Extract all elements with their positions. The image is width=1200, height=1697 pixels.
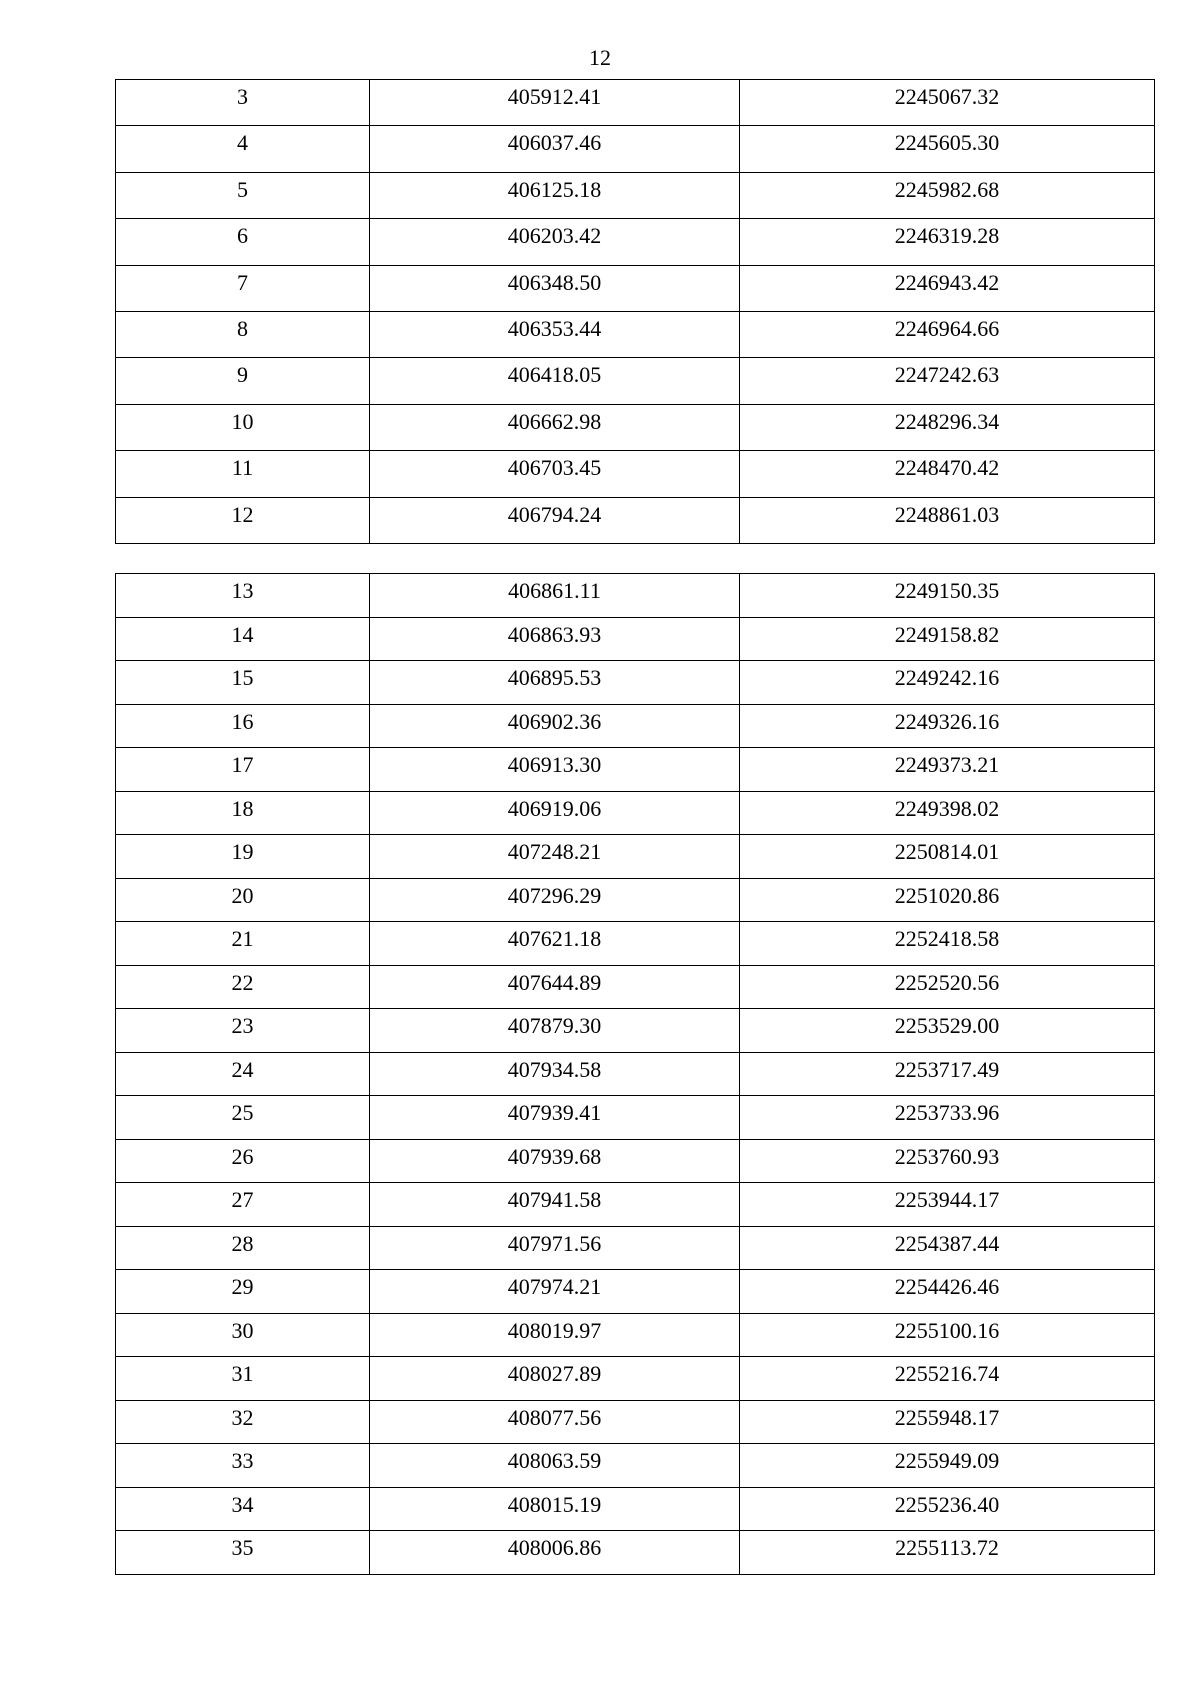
point-number-cell: 34 xyxy=(116,1487,370,1531)
table-row xyxy=(116,404,1155,450)
table-row xyxy=(116,1531,1155,1575)
table-body xyxy=(116,80,1155,544)
y-coordinate-cell: 2255216.74 xyxy=(740,1357,1155,1401)
y-coordinate-cell: 2246319.28 xyxy=(740,219,1155,265)
table-row xyxy=(116,1009,1155,1053)
table-row xyxy=(116,965,1155,1009)
y-coordinate-cell: 2251020.86 xyxy=(740,878,1155,922)
table-row xyxy=(116,878,1155,922)
coordinates-table-2 xyxy=(115,573,1155,1575)
x-coordinate-cell: 407934.58 xyxy=(370,1052,740,1096)
x-coordinate-cell: 407941.58 xyxy=(370,1183,740,1227)
point-number-cell: 32 xyxy=(116,1400,370,1444)
y-coordinate-cell: 2249150.35 xyxy=(740,574,1155,618)
table-row xyxy=(116,791,1155,835)
y-coordinate-cell: 2245605.30 xyxy=(740,126,1155,172)
x-coordinate-cell: 406861.11 xyxy=(370,574,740,618)
point-number-cell: 4 xyxy=(116,126,370,172)
y-coordinate-cell: 2253733.96 xyxy=(740,1096,1155,1140)
x-coordinate-cell: 407879.30 xyxy=(370,1009,740,1053)
y-coordinate-cell: 2253944.17 xyxy=(740,1183,1155,1227)
x-coordinate-cell: 408006.86 xyxy=(370,1531,740,1575)
point-number-cell: 7 xyxy=(116,265,370,311)
x-coordinate-cell: 406794.24 xyxy=(370,497,740,543)
point-number-cell: 25 xyxy=(116,1096,370,1140)
point-number-cell: 30 xyxy=(116,1313,370,1357)
table-row xyxy=(116,1226,1155,1270)
point-number-cell: 9 xyxy=(116,358,370,404)
point-number-cell: 17 xyxy=(116,748,370,792)
point-number-cell: 8 xyxy=(116,311,370,357)
point-number-cell: 13 xyxy=(116,574,370,618)
x-coordinate-cell: 406662.98 xyxy=(370,404,740,450)
x-coordinate-cell: 408063.59 xyxy=(370,1444,740,1488)
table-row xyxy=(116,358,1155,404)
x-coordinate-cell: 406913.30 xyxy=(370,748,740,792)
y-coordinate-cell: 2249158.82 xyxy=(740,617,1155,661)
point-number-cell: 19 xyxy=(116,835,370,879)
table-row xyxy=(116,265,1155,311)
point-number-cell: 24 xyxy=(116,1052,370,1096)
y-coordinate-cell: 2253760.93 xyxy=(740,1139,1155,1183)
y-coordinate-cell: 2255113.72 xyxy=(740,1531,1155,1575)
point-number-cell: 35 xyxy=(116,1531,370,1575)
y-coordinate-cell: 2246964.66 xyxy=(740,311,1155,357)
table-row xyxy=(116,1096,1155,1140)
point-number-cell: 26 xyxy=(116,1139,370,1183)
page-number: 12 xyxy=(589,45,611,70)
table-row xyxy=(116,1052,1155,1096)
x-coordinate-cell: 407939.41 xyxy=(370,1096,740,1140)
x-coordinate-cell: 406348.50 xyxy=(370,265,740,311)
x-coordinate-cell: 407296.29 xyxy=(370,878,740,922)
x-coordinate-cell: 407939.68 xyxy=(370,1139,740,1183)
x-coordinate-cell: 407621.18 xyxy=(370,922,740,966)
y-coordinate-cell: 2245982.68 xyxy=(740,172,1155,218)
point-number-cell: 33 xyxy=(116,1444,370,1488)
table-row xyxy=(116,126,1155,172)
y-coordinate-cell: 2250814.01 xyxy=(740,835,1155,879)
y-coordinate-cell: 2246943.42 xyxy=(740,265,1155,311)
point-number-cell: 5 xyxy=(116,172,370,218)
y-coordinate-cell: 2249398.02 xyxy=(740,791,1155,835)
point-number-cell: 20 xyxy=(116,878,370,922)
y-coordinate-cell: 2252520.56 xyxy=(740,965,1155,1009)
point-number-cell: 22 xyxy=(116,965,370,1009)
point-number-cell: 14 xyxy=(116,617,370,661)
point-number-cell: 28 xyxy=(116,1226,370,1270)
y-coordinate-cell: 2255948.17 xyxy=(740,1400,1155,1444)
point-number-cell: 23 xyxy=(116,1009,370,1053)
table-row xyxy=(116,1270,1155,1314)
table-row xyxy=(116,80,1155,126)
x-coordinate-cell: 408027.89 xyxy=(370,1357,740,1401)
point-number-cell: 27 xyxy=(116,1183,370,1227)
point-number-cell: 29 xyxy=(116,1270,370,1314)
table-row xyxy=(116,748,1155,792)
point-number-cell: 21 xyxy=(116,922,370,966)
table-row xyxy=(116,835,1155,879)
table-row xyxy=(116,172,1155,218)
y-coordinate-cell: 2252418.58 xyxy=(740,922,1155,966)
table-row xyxy=(116,704,1155,748)
table-row xyxy=(116,617,1155,661)
table-row xyxy=(116,1357,1155,1401)
table-row xyxy=(116,1139,1155,1183)
x-coordinate-cell: 407974.21 xyxy=(370,1270,740,1314)
x-coordinate-cell: 408077.56 xyxy=(370,1400,740,1444)
y-coordinate-cell: 2245067.32 xyxy=(740,80,1155,126)
y-coordinate-cell: 2253529.00 xyxy=(740,1009,1155,1053)
y-coordinate-cell: 2254426.46 xyxy=(740,1270,1155,1314)
x-coordinate-cell: 407644.89 xyxy=(370,965,740,1009)
x-coordinate-cell: 406037.46 xyxy=(370,126,740,172)
y-coordinate-cell: 2255949.09 xyxy=(740,1444,1155,1488)
y-coordinate-cell: 2249242.16 xyxy=(740,661,1155,705)
table-row xyxy=(116,311,1155,357)
point-number-cell: 10 xyxy=(116,404,370,450)
table-body xyxy=(116,574,1155,1575)
table-row xyxy=(116,1183,1155,1227)
y-coordinate-cell: 2254387.44 xyxy=(740,1226,1155,1270)
y-coordinate-cell: 2248861.03 xyxy=(740,497,1155,543)
table-row xyxy=(116,1313,1155,1357)
y-coordinate-cell: 2253717.49 xyxy=(740,1052,1155,1096)
x-coordinate-cell: 407248.21 xyxy=(370,835,740,879)
table-row xyxy=(116,219,1155,265)
point-number-cell: 16 xyxy=(116,704,370,748)
point-number-cell: 15 xyxy=(116,661,370,705)
x-coordinate-cell: 406919.06 xyxy=(370,791,740,835)
y-coordinate-cell: 2249373.21 xyxy=(740,748,1155,792)
x-coordinate-cell: 406863.93 xyxy=(370,617,740,661)
x-coordinate-cell: 406703.45 xyxy=(370,451,740,497)
y-coordinate-cell: 2255236.40 xyxy=(740,1487,1155,1531)
x-coordinate-cell: 406353.44 xyxy=(370,311,740,357)
table-row xyxy=(116,574,1155,618)
table-row xyxy=(116,1487,1155,1531)
point-number-cell: 11 xyxy=(116,451,370,497)
x-coordinate-cell: 408019.97 xyxy=(370,1313,740,1357)
point-number-cell: 3 xyxy=(116,80,370,126)
x-coordinate-cell: 408015.19 xyxy=(370,1487,740,1531)
x-coordinate-cell: 407971.56 xyxy=(370,1226,740,1270)
y-coordinate-cell: 2255100.16 xyxy=(740,1313,1155,1357)
point-number-cell: 12 xyxy=(116,497,370,543)
y-coordinate-cell: 2248470.42 xyxy=(740,451,1155,497)
point-number-cell: 6 xyxy=(116,219,370,265)
table-row xyxy=(116,497,1155,543)
y-coordinate-cell: 2248296.34 xyxy=(740,404,1155,450)
coordinates-table-1 xyxy=(115,79,1155,544)
table-row xyxy=(116,922,1155,966)
x-coordinate-cell: 406125.18 xyxy=(370,172,740,218)
x-coordinate-cell: 406203.42 xyxy=(370,219,740,265)
table-row xyxy=(116,1444,1155,1488)
table-row xyxy=(116,661,1155,705)
y-coordinate-cell: 2249326.16 xyxy=(740,704,1155,748)
x-coordinate-cell: 406902.36 xyxy=(370,704,740,748)
table-row xyxy=(116,451,1155,497)
x-coordinate-cell: 405912.41 xyxy=(370,80,740,126)
x-coordinate-cell: 406418.05 xyxy=(370,358,740,404)
table-row xyxy=(116,1400,1155,1444)
y-coordinate-cell: 2247242.63 xyxy=(740,358,1155,404)
point-number-cell: 31 xyxy=(116,1357,370,1401)
x-coordinate-cell: 406895.53 xyxy=(370,661,740,705)
point-number-cell: 18 xyxy=(116,791,370,835)
